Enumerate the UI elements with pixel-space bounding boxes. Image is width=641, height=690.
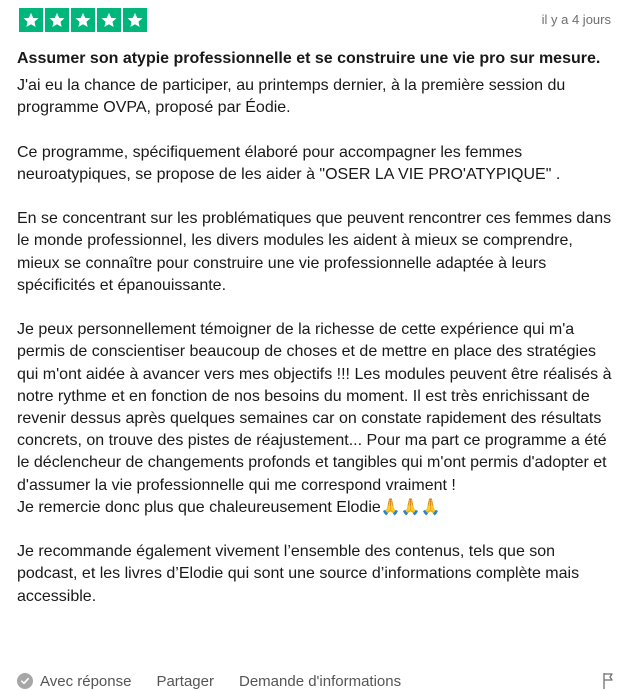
reply-label: Avec réponse [40, 672, 132, 690]
star-icon [123, 8, 147, 32]
review-paragraph: Ce programme, spécifiquement élaboré pour accompagner les femmes neuroatypiques, se propose de les aider à "OSER LA VIE PRO'ATYPIQUE" . [17, 143, 561, 183]
reply-status[interactable] [17, 673, 131, 690]
star-icon [97, 8, 121, 32]
check-circle-icon [17, 673, 33, 689]
share-label: Partager [156, 672, 214, 690]
flag-icon[interactable] [601, 672, 617, 690]
info-request-button[interactable] [239, 673, 401, 690]
share-button[interactable] [156, 673, 214, 690]
review-paragraph: Je peux personnellement témoigner de la richesse de cette expérience qui m'a permis de conscientiser beaucoup de choses et de mettre en place des stratégies qui m'ont aidée à avancer vers mes objectifs !!! Les modules peuvent être réalisés à notre rythme et en fonction de nos besoins du moment. Il est très enrichissant de revenir dessus après quelques semaines car on constate rapidement des résultats concrets, on trouve des pistes de réajustement... Pour ma part ce programme a été le déclencheur de changements profonds et tangibles qui m'ont permis d'adopter et d'assumer la vie professionnelle qui me correspond vraiment ! Je remercie donc plus que chaleureusement Elodie🙏🙏🙏 [17, 321, 612, 516]
review-title: Assumer son atypie professionnelle et se construire une vie pro sur mesure. [17, 50, 601, 67]
review-paragraph: En se concentrant sur les problématiques que peuvent rencontrer ces femmes dans le monde professionnel, les divers modules les aident à mieux se comprendre, mieux se connaître pour construire une vie professionnelle adaptée à leurs spécificités et épanouissante. [17, 210, 612, 294]
review-actions [17, 670, 617, 690]
review-paragraph: Je recommande également vivement l’ensemble des contenus, tels que son podcast, et les livres d’Elodie qui sont une source d’informations complète mais accessible. [17, 543, 580, 605]
info-request-label: Demande d'informations [239, 672, 402, 690]
review-body [17, 75, 617, 608]
review-date: il y a 4 jours [541, 12, 611, 27]
star-icon [71, 8, 95, 32]
star-rating [19, 8, 147, 32]
star-icon [45, 8, 69, 32]
star-icon [19, 8, 43, 32]
review-paragraph: J'ai eu la chance de participer, au printemps dernier, à la première session du programme OVPA, proposé par Éodie. [17, 77, 566, 117]
